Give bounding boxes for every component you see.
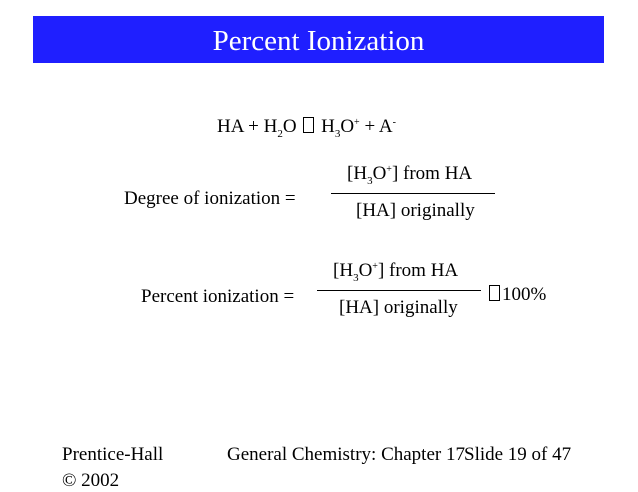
- degree-numerator: [347, 163, 472, 188]
- footer-slide-number: Slide 19 of 47: [464, 444, 572, 465]
- percent-fraction-bar: [317, 290, 481, 291]
- percent-label: Percent ionization =: [141, 286, 295, 307]
- anion-term: + A: [364, 116, 393, 137]
- hydronium-h: H: [321, 116, 335, 137]
- percent-factor: [487, 284, 546, 306]
- percent-num-o: O: [358, 260, 373, 281]
- footer-copyright: © 2002: [62, 470, 120, 491]
- percent-num-charge: +: [372, 261, 378, 272]
- equation-reactants: HA + H: [217, 116, 278, 137]
- degree-num-o: O: [372, 163, 387, 184]
- degree-label: Degree of ionization =: [124, 188, 296, 209]
- ionization-equation: [217, 116, 396, 141]
- anion-charge: -: [392, 117, 396, 128]
- hundred-percent: 100%: [502, 284, 547, 305]
- degree-denominator: [HA] originally: [356, 200, 475, 221]
- multiply-sign-icon: [489, 285, 500, 301]
- degree-fraction-bar: [331, 193, 495, 194]
- title-bar: [33, 16, 604, 63]
- percent-denominator: [HA] originally: [339, 297, 458, 318]
- footer-publisher: Prentice-Hall: [62, 444, 164, 465]
- percent-num-sub: 3: [353, 272, 359, 284]
- hydronium-subscript: 3: [334, 128, 341, 140]
- percent-numerator: [333, 260, 458, 285]
- percent-num-rest: ] from HA: [377, 260, 459, 281]
- degree-num-sub: 3: [367, 175, 373, 187]
- degree-num-charge: +: [386, 164, 392, 175]
- water-subscript: 2: [277, 128, 283, 140]
- footer-course: General Chemistry: Chapter 17: [227, 444, 465, 465]
- hydronium-charge: +: [354, 117, 360, 128]
- equilibrium-arrow-icon: [303, 117, 314, 133]
- degree-num-rest: ] from HA: [391, 163, 473, 184]
- percent-num-open: [H: [333, 260, 354, 281]
- degree-num-open: [H: [347, 163, 368, 184]
- hydronium-o: O: [340, 116, 355, 137]
- slide-title: Percent Ionization: [212, 25, 425, 57]
- water-oxygen: O: [282, 116, 297, 137]
